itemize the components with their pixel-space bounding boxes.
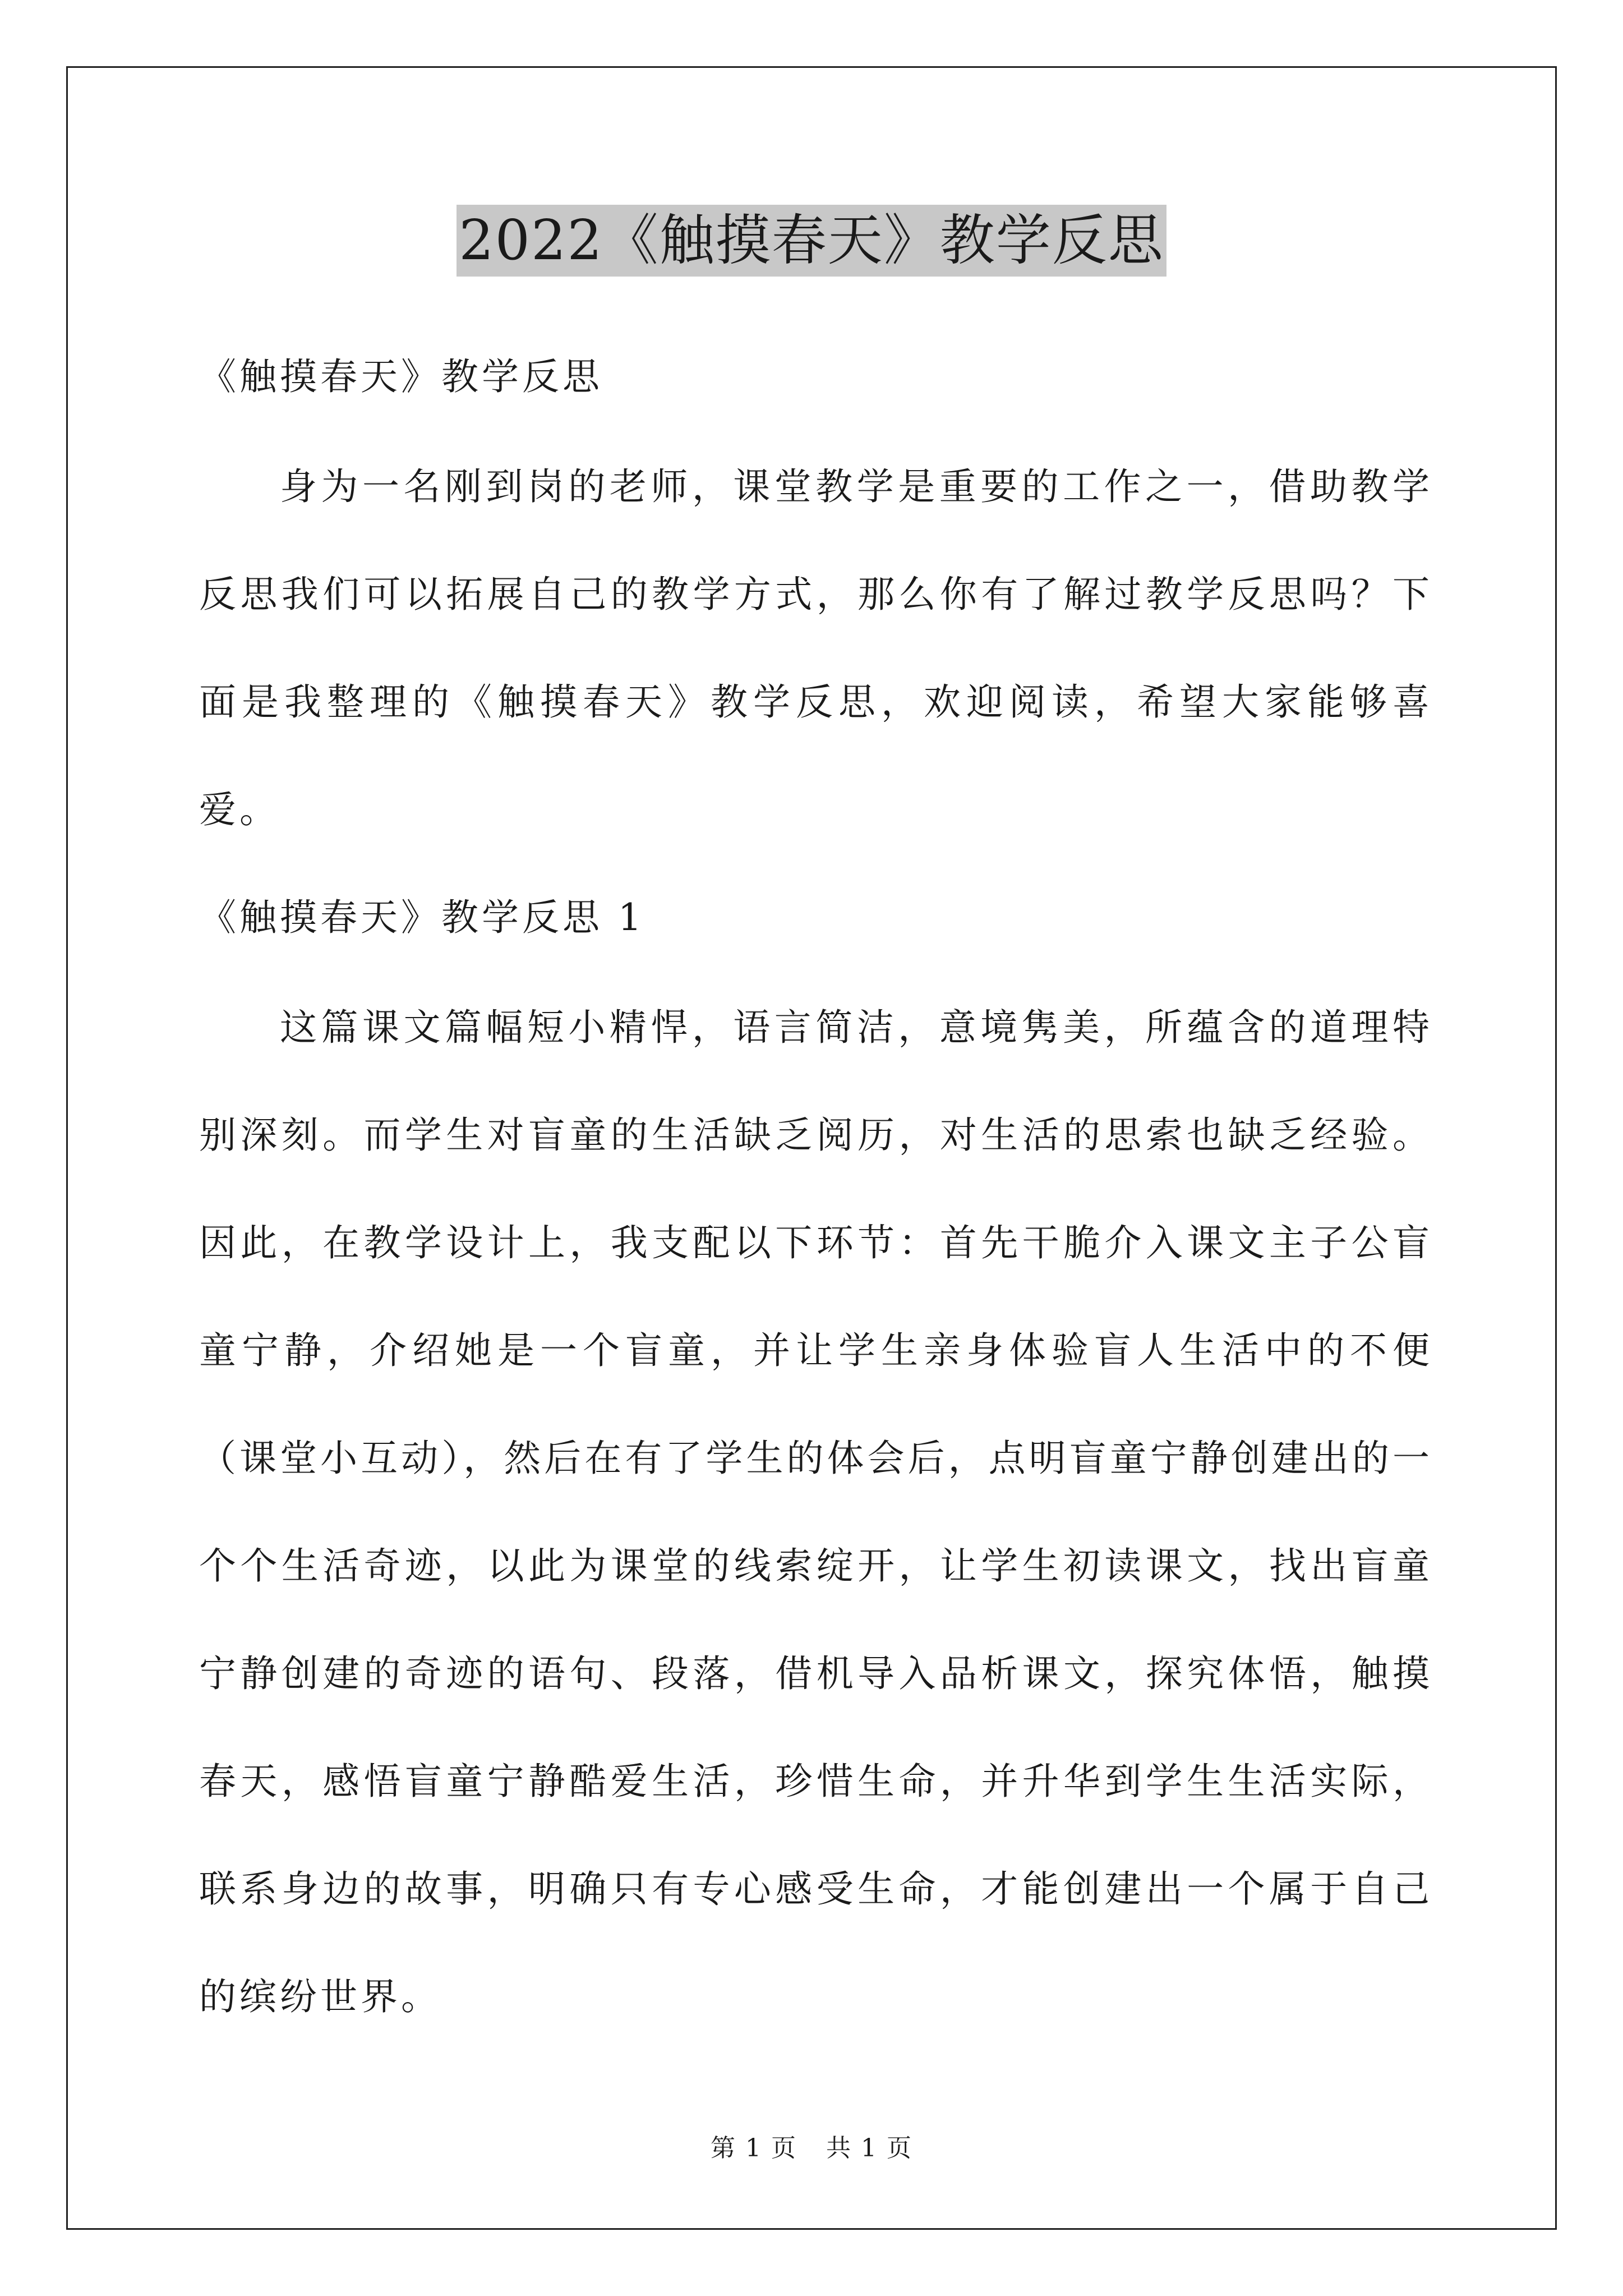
document-title: 2022《触摸春天》教学反思 xyxy=(457,205,1166,277)
page-total: 共 1 页 xyxy=(826,2134,912,2162)
section1-heading: 《触摸春天》教学反思 1 xyxy=(199,896,645,939)
title-container xyxy=(0,205,1623,277)
section1-paragraph: 这篇课文篇幅短小精悍，语言简洁，意境隽美，所蕴含的道理特别深刻。而学生对盲童的生活缺乏阅历，对生活的思索也缺乏经验。因此，在教学设计上，我支配以下环节：首先干脆介入课文主子公盲童宁静，介绍她是一个盲童，并让学生亲身体验盲人生活中的不便（课堂小互动），然后在有了学生的体会后，点明盲童宁静创建出的一个个生活奇迹，以此为课堂的线索绽开，让学生初读课文，找出盲童宁静创建的奇迹的语句、段落，借机导入品析课文，探究体悟，触摸春天，感悟盲童宁静酷爱生活，珍惜生命，并升华到学生生活实际，联系身边的故事，明确只有专心感受生命，才能创建出一个属于自己的缤纷世界。 xyxy=(199,1006,1433,2018)
section1 xyxy=(199,891,1433,945)
section1-body xyxy=(199,974,1433,2051)
page-number: 第 1 页 xyxy=(711,2134,797,2162)
intro-body xyxy=(199,433,1433,864)
intro-paragraph: 身为一名刚到岗的老师，课堂教学是重要的工作之一，借助教学反思我们可以拓展自己的教学方式，那么你有了解过教学反思吗？下面是我整理的《触摸春天》教学反思，欢迎阅读，希望大家能够喜爱。 xyxy=(199,465,1433,831)
intro-section xyxy=(199,350,1433,404)
page-footer xyxy=(0,2128,1623,2164)
intro-heading: 《触摸春天》教学反思 xyxy=(199,355,603,398)
